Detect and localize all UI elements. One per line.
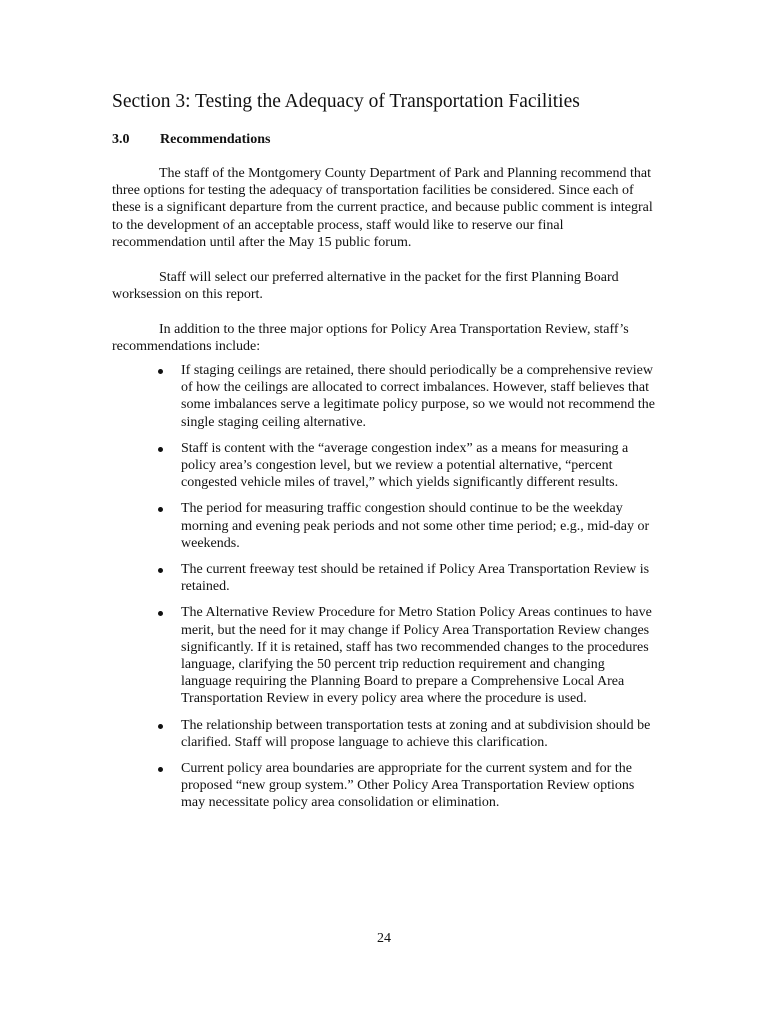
paragraph-recommendations-lead: In addition to the three major options for Policy Area Transportation Review, staff’s recommendations include: <box>112 322 629 355</box>
bullet-icon <box>158 568 163 573</box>
subheading-number: 3.0 <box>112 132 130 147</box>
list-item-text: The current freeway test should be retained if Policy Area Transportation Review is retained. <box>181 562 650 595</box>
page-number: 24 <box>377 931 391 946</box>
list-item-text: The relationship between transportation tests at zoning and at subdivision should be clarified. Staff will propose language to achieve this clarification. <box>181 717 651 750</box>
paragraph-intro: The staff of the Montgomery County Department of Park and Planning recommend that three options for testing the adequacy of transportation facilities be considered. Since each of these is a significant departure from the current practice, and because public comment is integral to the development of an acceptable process, staff would like to reserve our final recommendation until after the May 15 public forum. <box>112 166 653 250</box>
list-item <box>157 362 657 431</box>
list-item <box>157 500 657 552</box>
paragraph-preferred-alternative: Staff will select our preferred alternative in the packet for the first Planning Board worksession on this report. <box>112 270 619 303</box>
list-item-text: Current policy area boundaries are appropriate for the current system and for the proposed “new group system.” Other Policy Area Transportation Review options may necessitate policy area consolidation or elimination. <box>181 761 635 811</box>
bullet-icon <box>158 724 163 729</box>
list-item-text: If staging ceilings are retained, there should periodically be a comprehensive review of how the ceilings are allocated to correct imbalances. However, staff believes that some imbalances serve a legitimate policy purpose, so we would not recommend the single staging ceiling alternative. <box>181 363 655 430</box>
list-item-text: The Alternative Review Procedure for Metro Station Policy Areas continues to have merit, but the need for it may change if Policy Area Transportation Review changes significantly. If it is retained, staff has two recommended changes to the procedures language, clarifying the 50 percent trip reduction requirement and changing language requiring the Planning Board to prepare a Comprehensive Local Area Transportation Review in every policy area where the procedure is used. <box>181 605 652 707</box>
bullet-icon <box>158 507 163 512</box>
list-item <box>157 561 657 595</box>
list-item-text: Staff is content with the “average congestion index” as a means for measuring a policy area’s congestion level, but we review a potential alternative, “percent congested vehicle miles of travel,” which yields significantly different results. <box>181 440 629 491</box>
list-item <box>157 717 657 751</box>
bullet-icon <box>158 369 163 374</box>
list-item-text: The period for measuring traffic congestion should continue to be the weekday morning and evening peak periods and not some other time period; e.g., mid-day or weekends. <box>181 501 650 551</box>
subheading <box>112 130 270 150</box>
recommendations-list <box>157 362 657 821</box>
bullet-icon <box>158 767 163 772</box>
section-title: Section 3: Testing the Adequacy of Transportation Facilities <box>112 91 580 112</box>
list-item <box>157 604 657 707</box>
bullet-icon <box>158 447 163 452</box>
list-item <box>157 440 657 492</box>
list-item <box>157 760 657 812</box>
bullet-icon <box>158 611 163 616</box>
subheading-title: Recommendations <box>160 132 271 147</box>
